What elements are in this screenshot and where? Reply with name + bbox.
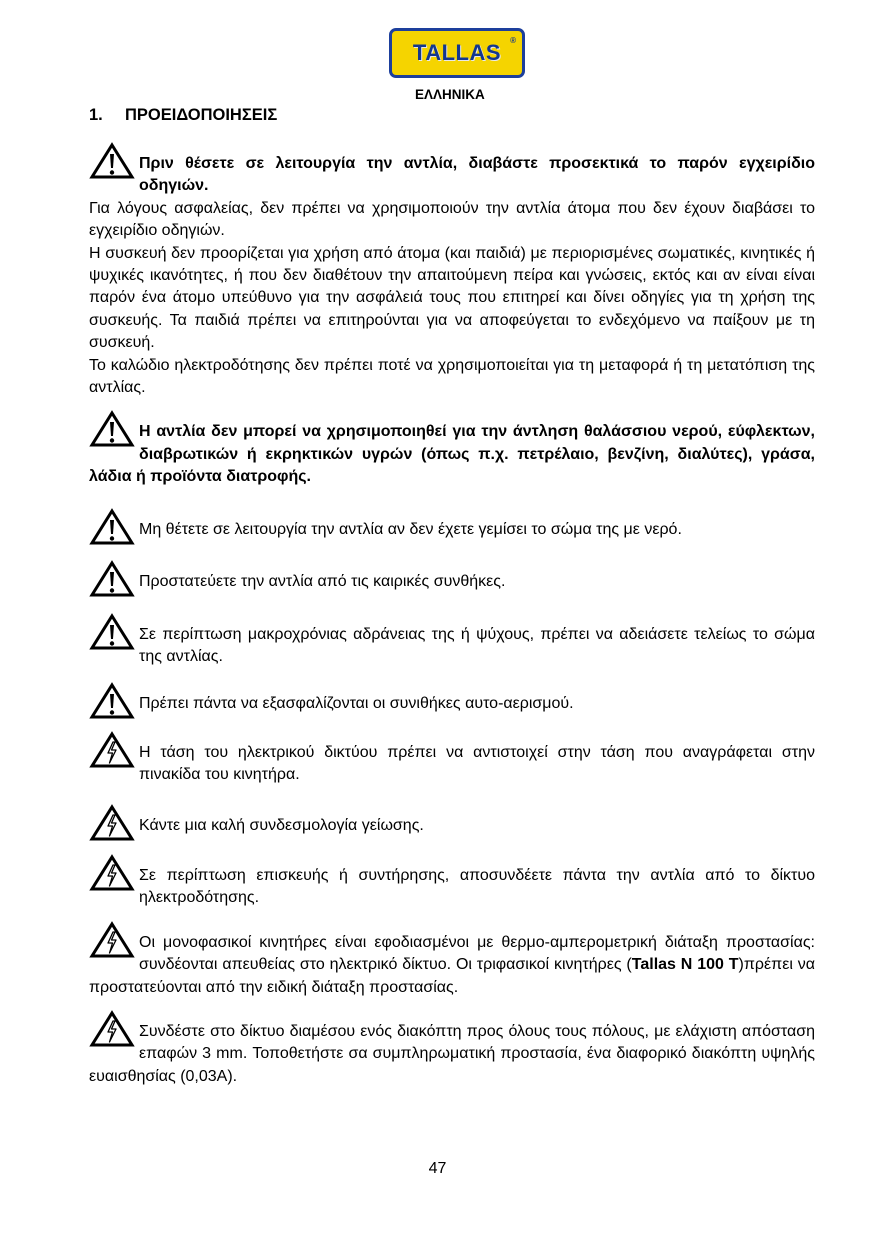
warnings-content: [89, 145, 815, 1088]
motor-protection-text-b: )πρέπει να προστατεύονται από την ειδική διάταξη προστασίας.: [89, 956, 815, 996]
warning-ventilation-text: Πρέπει πάντα να εξασφαλίζονται οι συνιθήκες αυτο-αερισμού.: [139, 695, 574, 713]
page-number: 47: [428, 1160, 447, 1177]
warning-read-manual-text: Πριν θέσετε σε λειτουργία την αντλία, διαβάστε προσεκτικά το παρόν εγχειρίδιο οδηγιών.: [139, 155, 815, 195]
section-title: ΠΡΟΕΙΔΟΠΟΙΗΣΕΙΣ: [125, 106, 278, 124]
warning-liquids: [89, 421, 815, 488]
brand-logo: [389, 28, 525, 78]
warning-weather: [89, 571, 815, 593]
warning-triangle-icon: [89, 682, 135, 720]
section-number: 1.: [89, 106, 103, 124]
electrical-voltage-text: Η τάση του ηλεκτρικού δικτύου πρέπει να αντιστοιχεί στην τάση που αναγράφεται στην πινακίδα του κινητήρα.: [139, 743, 815, 784]
warning-paragraph-1: Για λόγους ασφαλείας, δεν πρέπει να χρησιμοποιούν την αντλία άτομα που δεν έχουν διαβάσει το εγχειρίδιο οδηγιών.: [89, 199, 815, 240]
electrical-hazard-icon: [89, 921, 135, 959]
warning-triangle-icon: [89, 142, 135, 180]
electrical-hazard-icon: [89, 731, 135, 769]
motor-protection-text-a: Οι μονοφασικοί κινητήρες είναι εφοδιασμένοι με θερμο-αμπερομετρική διάταξη προστασίας: συνδέονται απευθείας στο ηλεκτρικό δίκτυο. Οι τριφασικοί κινητήρες (: [139, 933, 815, 974]
electrical-hazard-icon: [89, 854, 135, 892]
electrical-switch-text: Συνδέστε στο δίκτυο διαμέσου ενός διακόπτη προς όλους τους πόλους, με ελάχιστη απόσταση επαφών 3 mm. Τοποθετήστε σα συμπληρωματική προστασία, ένα διαφορικό διακόπτη υψηλής ευαισθησίας (0,03A).: [89, 1022, 815, 1085]
electrical-disconnect: [89, 865, 815, 910]
motor-model: Tallas N 100 T: [631, 956, 739, 974]
warning-triangle-icon: [89, 410, 135, 448]
warning-triangle-icon: [89, 613, 135, 651]
section-heading: [89, 106, 277, 125]
warning-drain: [89, 624, 815, 669]
logo-registered-mark: ®: [510, 36, 516, 45]
electrical-switch: [89, 1021, 815, 1088]
warning-fill-body-text: Μη θέτετε σε λειτουργία την αντλία αν δεν έχετε γεμίσει το σώμα της με νερό.: [139, 520, 682, 538]
warning-triangle-icon: [89, 508, 135, 546]
electrical-grounding-text: Κάντε μια καλή συνδεσμολογία γείωσης.: [139, 816, 424, 834]
logo-text: TALLAS: [412, 40, 502, 65]
electrical-hazard-icon: [89, 1010, 135, 1048]
warning-fill-body: [89, 519, 815, 541]
electrical-disconnect-text: Σε περίπτωση επισκευής ή συντήρησης, αποσυνδέετε πάντα την αντλία από το δίκτυο ηλεκτροδότησης.: [139, 866, 815, 907]
warning-read-manual: [89, 153, 815, 399]
language-label: ΕΛΛΗΝΙΚΑ: [415, 87, 485, 102]
warning-drain-text: Σε περίπτωση μακροχρόνιας αδράνειας της ή ψύχους, πρέπει να αδειάσετε τελείως το σώμα της αντλίας.: [139, 625, 815, 665]
warning-triangle-icon: [89, 560, 135, 598]
electrical-voltage: [89, 742, 815, 787]
electrical-grounding: [89, 815, 815, 837]
warning-liquids-text: Η αντλία δεν μπορεί να χρησιμοποιηθεί για την άντληση θαλάσσιου νερού, εύφλεκτων, διαβρωτικών ή εκρηκτικών υγρών (όπως π.χ. πετρέλαιο, βενζίνη, διαλύτες), γράσα, λάδια ή προϊόντα διατροφής.: [89, 423, 815, 486]
warning-paragraph-2: Η συσκευή δεν προορίζεται για χρήση από άτομα (και παιδιά) με περιορισμένες σωματικές, κινητικές ή ψυχικές ικανότητες, ή που δεν διαθέτουν την απαιτούμενη πείρα και γνώσεις, εκτός και αν είναι είναι παρόν ένα άτομο υπεύθυνο για την ασφάλειά τους που επιτηρεί και δίνει οδηγίες για τη χρήση της συσκευής. Τα παιδιά πρέπει να επιτηρούνται για να αποφεύγεται το ενδεχόμενο να παίξουν με τη συσκευή.: [89, 244, 815, 352]
electrical-hazard-icon: [89, 804, 135, 842]
warning-ventilation: [89, 693, 815, 715]
electrical-motor-protection: [89, 932, 815, 999]
warning-paragraph-3: Το καλώδιο ηλεκτροδότησης δεν πρέπει ποτέ να χρησιμοποιείται για τη μεταφορά ή τη μετατόπιση της αντλίας.: [89, 356, 815, 397]
warning-weather-text: Προστατεύετε την αντλία από τις καιρικές συνθήκες.: [139, 573, 506, 591]
